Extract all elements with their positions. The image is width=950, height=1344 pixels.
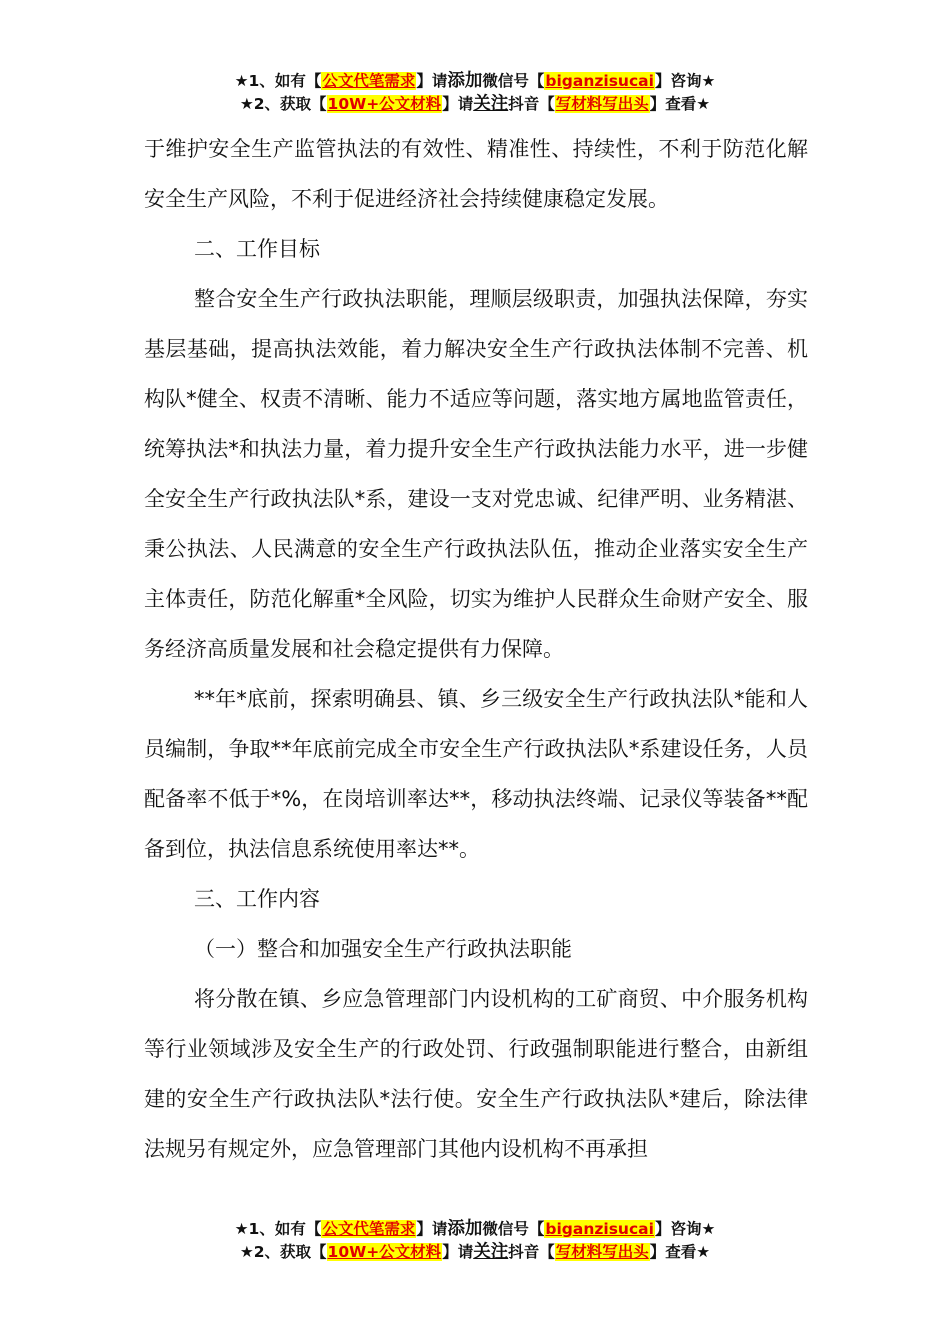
paragraph: 将分散在镇、乡应急管理部门内设机构的工矿商贸、中介服务机构等行业领域涉及安全生产的行政处罚、行政强制职能进行整合，由新组建的安全生产行政执法队*法行使。安全生产行政执法队*建后，除法律法规另有规定外，应急管理部门其他内设机构不再承担 bbox=[144, 987, 808, 1161]
banner-line-1 bbox=[0, 1218, 950, 1241]
banner-text: 】咨询★ bbox=[654, 72, 716, 90]
banner-text: 抖音【 bbox=[508, 95, 555, 113]
document-body bbox=[144, 124, 808, 1174]
banner-text: 】查看★ bbox=[649, 1243, 711, 1261]
banner-highlight: 公文代笔需求 bbox=[322, 1220, 416, 1238]
banner-line-2 bbox=[0, 93, 950, 116]
section-heading: 三、工作内容 bbox=[194, 887, 320, 911]
banner-text: 】请 bbox=[416, 72, 448, 90]
banner-emphasis: 关注 bbox=[473, 1242, 509, 1262]
banner-highlight: 写材料写出头 bbox=[555, 95, 649, 113]
banner-text: 】查看★ bbox=[649, 95, 711, 113]
paragraph: 于维护安全生产监管执法的有效性、精准性、持续性，不利于防范化解安全生产风险，不利于促进经济社会持续健康稳定发展。 bbox=[144, 137, 808, 211]
banner-emphasis: 关注 bbox=[473, 94, 509, 114]
section-heading: 二、工作目标 bbox=[194, 237, 320, 261]
banner-text: 抖音【 bbox=[508, 1243, 555, 1261]
banner-text: 】请 bbox=[416, 1220, 448, 1238]
banner-line-1 bbox=[0, 70, 950, 93]
banner-highlight: 10W+公文材料 bbox=[327, 1243, 442, 1261]
banner-highlight: biganzisucai bbox=[545, 72, 654, 90]
banner-emphasis: 添加 bbox=[447, 1219, 483, 1239]
banner-emphasis: 添加 bbox=[447, 71, 483, 91]
footer-banner bbox=[0, 1218, 950, 1264]
banner-highlight: 公文代笔需求 bbox=[322, 72, 416, 90]
header-banner bbox=[0, 70, 950, 116]
banner-text: ★1、如有【 bbox=[234, 1220, 322, 1238]
banner-highlight: biganzisucai bbox=[545, 1220, 654, 1238]
banner-text: 微信号【 bbox=[482, 1220, 545, 1238]
paragraph: **年*底前，探索明确县、镇、乡三级安全生产行政执法队*能和人员编制，争取**年底前完成全市安全生产行政执法队*系建设任务，人员配备率不低于*%，在岗培训率达**，移动执法终端、记录仪等装备**配备到位，执法信息系统使用率达**。 bbox=[144, 687, 808, 861]
banner-text: 】请 bbox=[442, 1243, 474, 1261]
banner-text: 】请 bbox=[442, 95, 474, 113]
banner-text: ★1、如有【 bbox=[234, 72, 322, 90]
banner-text: 】咨询★ bbox=[654, 1220, 716, 1238]
paragraph: 整合安全生产行政执法职能，理顺层级职责，加强执法保障，夯实基层基础，提高执法效能，着力解决安全生产行政执法体制不完善、机构队*健全、权责不清晰、能力不适应等问题，落实地方属地监管责任，统筹执法*和执法力量，着力提升安全生产行政执法能力水平，进一步健全安全生产行政执法队*系，建设一支对党忠诚、纪律严明、业务精湛、秉公执法、人民满意的安全生产行政执法队伍，推动企业落实安全生产主体责任，防范化解重*全风险，切实为维护人民群众生命财产安全、服务经济高质量发展和社会稳定提供有力保障。 bbox=[144, 287, 808, 661]
subsection-heading: （一）整合和加强安全生产行政执法职能 bbox=[194, 937, 572, 961]
banner-highlight: 10W+公文材料 bbox=[327, 95, 442, 113]
banner-highlight: 写材料写出头 bbox=[555, 1243, 649, 1261]
banner-text: 微信号【 bbox=[482, 72, 545, 90]
banner-text: ★2、获取【 bbox=[239, 1243, 327, 1261]
banner-line-2 bbox=[0, 1241, 950, 1264]
banner-text: ★2、获取【 bbox=[239, 95, 327, 113]
